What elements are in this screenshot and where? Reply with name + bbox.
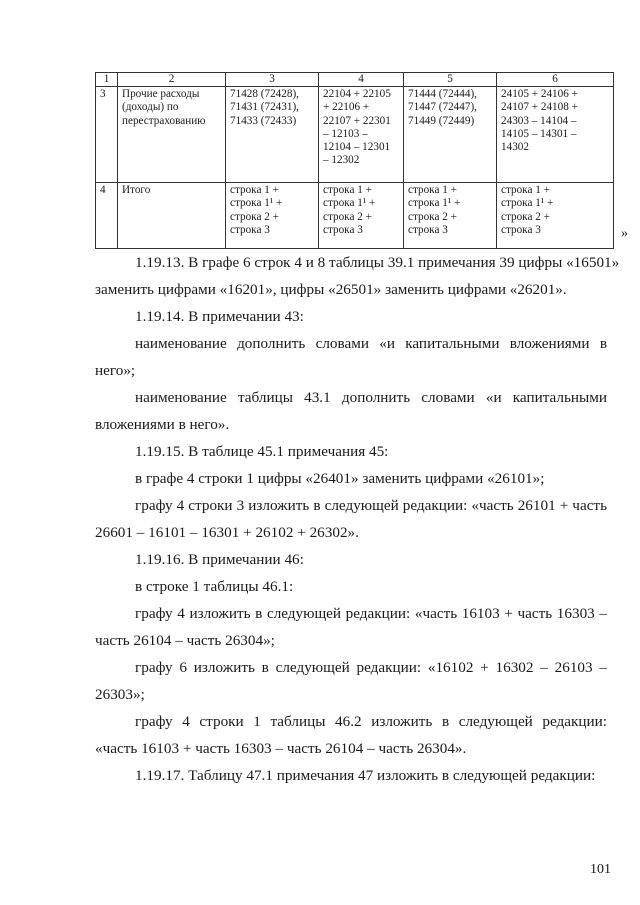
table-cell xyxy=(118,87,226,183)
paragraph-1-19-15: 1.19.15. В таблице 45.1 примечания 45: xyxy=(135,443,389,460)
column-header: 2 xyxy=(118,73,226,87)
table-cell xyxy=(96,87,118,183)
cell-line: строка 1 + xyxy=(323,184,372,197)
cell-line: строка 3 xyxy=(323,223,363,236)
table-cell xyxy=(404,87,497,183)
cell-line: 22107 + 22301 xyxy=(323,114,391,127)
cell-line: строка 2 + xyxy=(230,210,279,223)
paragraph-table-46-2: графу 4 строки 1 таблицы 46.2 изложить в следующей редакции: xyxy=(135,713,607,730)
paragraph-name-amend: наименование дополнить словами «и капитальными вложениями в xyxy=(135,335,607,352)
column-header: 6 xyxy=(497,73,614,87)
column-header: 3 xyxy=(226,73,319,87)
paragraph-1-19-14: 1.19.14. В примечании 43: xyxy=(135,308,304,325)
table-row xyxy=(96,183,614,249)
cell-line: строка 2 + xyxy=(408,210,457,223)
column-header: 4 xyxy=(319,73,404,87)
paragraph-1-19-17: 1.19.17. Таблицу 47.1 примечания 47 изложить в следующей редакции: xyxy=(135,767,596,784)
table-cell xyxy=(404,183,497,249)
paragraph-col4-row3-cont: 26601 – 16101 – 16301 + 26102 + 26302». xyxy=(95,524,359,541)
cell-line: строка 3 xyxy=(230,223,270,236)
cell-line: 71428 (72428), xyxy=(230,88,299,101)
cell-line: 71447 (72447), xyxy=(408,101,477,114)
table-header-row xyxy=(96,73,614,87)
closing-quote: » xyxy=(621,226,628,241)
table-cell xyxy=(226,87,319,183)
cell-line: строка 3 xyxy=(408,223,448,236)
cell-line: строка 1 + xyxy=(230,184,279,197)
table-cell xyxy=(226,183,319,249)
cell-line: строка 1¹ + xyxy=(230,197,283,210)
paragraph-table-name-amend: наименование таблицы 43.1 дополнить словами «и капитальными xyxy=(135,389,607,406)
cell-line: строка 1¹ + xyxy=(323,197,376,210)
paragraph-table-name-amend-cont: вложениями в него». xyxy=(95,416,230,433)
paragraph-table-46-1: в строке 1 таблицы 46.1: xyxy=(135,578,294,595)
cell-line: перестрахованию xyxy=(122,114,206,127)
cell-line: – 12302 xyxy=(323,154,360,167)
cell-line: 14105 – 14301 – xyxy=(501,127,577,140)
cell-line: строка 1¹ + xyxy=(501,197,554,210)
cell-line: строка 3 xyxy=(501,223,541,236)
cell-line: 71433 (72433) xyxy=(230,114,297,127)
table-cell xyxy=(319,183,404,249)
cell-line: 71431 (72431), xyxy=(230,101,299,114)
cell-line: + 22106 + xyxy=(323,101,370,114)
cell-line: – 12103 – xyxy=(323,127,368,140)
paragraph-col4-edit-cont: часть 26104 – часть 26304»; xyxy=(95,632,275,649)
table-cell xyxy=(319,87,404,183)
cell-line: Итого xyxy=(122,184,151,197)
cell-line: 71449 (72449) xyxy=(408,114,475,127)
cell-line: строка 1 + xyxy=(408,184,457,197)
cell-line: 24105 + 24106 + xyxy=(501,88,578,101)
paragraph-col4-edit: графу 4 изложить в следующей редакции: «часть 16103 + часть 16303 – xyxy=(135,605,607,622)
table-cell xyxy=(497,183,614,249)
cell-line: строка 1¹ + xyxy=(408,197,461,210)
paragraph-col4-row1: в графе 4 строки 1 цифры «26401» заменить цифрами «26101»; xyxy=(135,470,545,487)
paragraph-1-19-13-cont: заменить цифрами «16201», цифры «26501» заменить цифрами «26201». xyxy=(95,281,567,298)
cell-line: 22104 + 22105 xyxy=(323,88,391,101)
page-number: 101 xyxy=(590,862,611,877)
cell-line: 12104 – 12301 xyxy=(323,141,391,154)
table-row xyxy=(96,87,614,183)
cell-line: Прочие расходы xyxy=(122,88,200,101)
row-number: 3 xyxy=(100,88,106,101)
column-header: 1 xyxy=(96,73,118,87)
column-header: 5 xyxy=(404,73,497,87)
cell-line: строка 2 + xyxy=(323,210,372,223)
paragraph-1-19-16: 1.19.16. В примечании 46: xyxy=(135,551,304,568)
cell-line: (доходы) по xyxy=(122,101,179,114)
cell-line: 24107 + 24108 + xyxy=(501,101,578,114)
cell-line: строка 2 + xyxy=(501,210,550,223)
paragraph-col6-edit-cont: 26303»; xyxy=(95,686,145,703)
table-cell xyxy=(96,183,118,249)
paragraph-name-amend-cont: него»; xyxy=(95,362,136,379)
paragraph-table-46-2-cont: «часть 16103 + часть 16303 – часть 26104 – часть 26304». xyxy=(95,740,467,757)
paragraph-col6-edit: графу 6 изложить в следующей редакции: «16102 + 16302 – 26103 – xyxy=(135,659,607,676)
cell-line: 14302 xyxy=(501,141,529,154)
table-cell xyxy=(497,87,614,183)
cell-line: 71444 (72444), xyxy=(408,88,477,101)
table-cell xyxy=(118,183,226,249)
amendment-table xyxy=(95,72,614,249)
row-number: 4 xyxy=(100,184,106,197)
cell-line: строка 1 + xyxy=(501,184,550,197)
paragraph-col4-row3: графу 4 строки 3 изложить в следующей редакции: «часть 26101 + часть xyxy=(135,497,607,514)
cell-line: 24303 – 14104 – xyxy=(501,114,577,127)
paragraph-1-19-13: 1.19.13. В графе 6 строк 4 и 8 таблицы 39.1 примечания 39 цифры «16501» xyxy=(135,254,620,271)
